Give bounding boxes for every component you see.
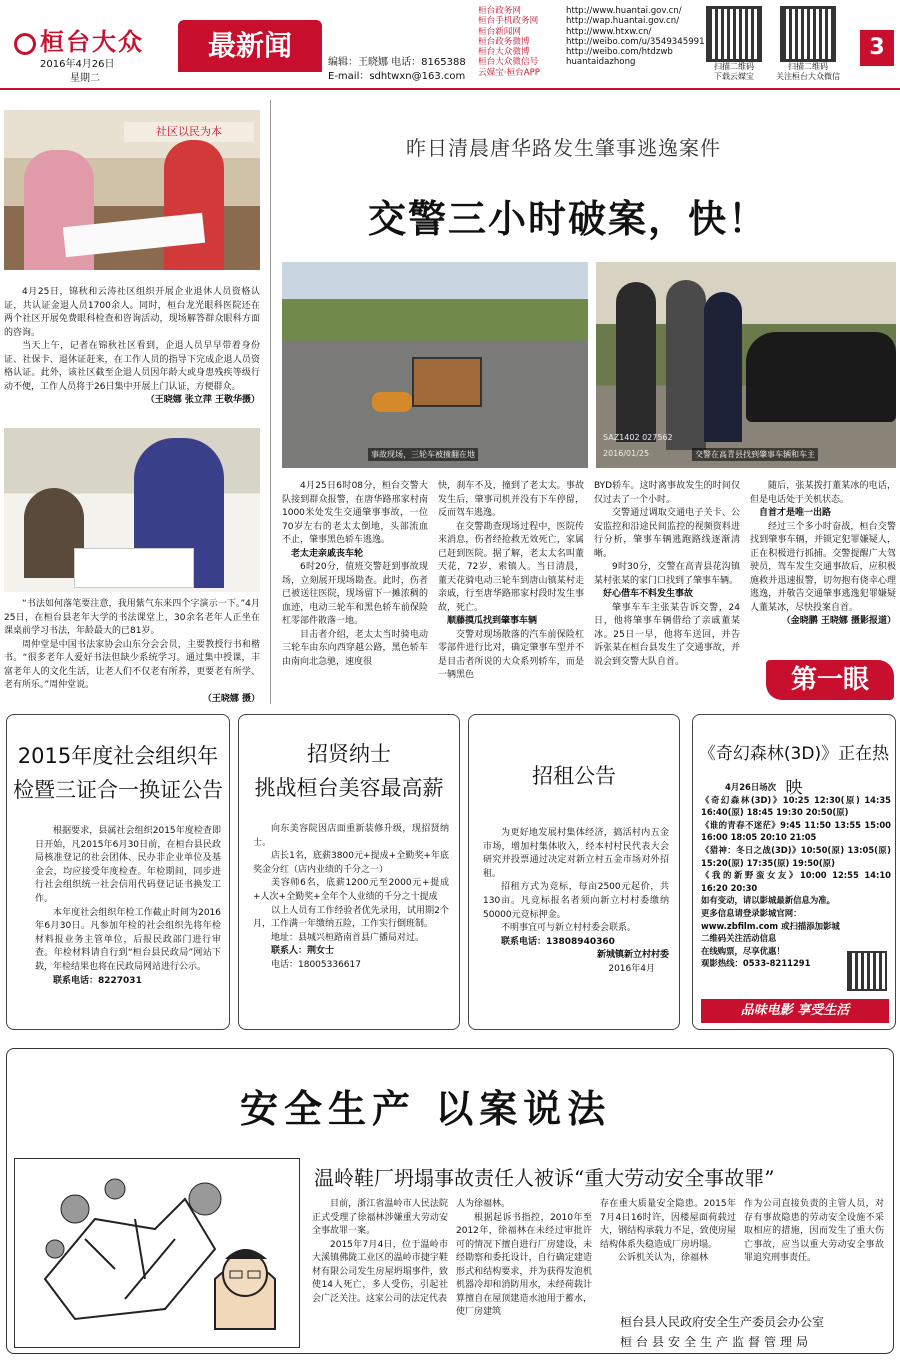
photo2-caption: 交警在高青县找到肇事车辆和车主 [692, 448, 818, 461]
media-link-url: http://www.huantai.gov.cn/ [566, 6, 682, 16]
safety-title: 安全生产 以案说法 [240, 1086, 612, 1131]
photo-accident-scene [282, 262, 588, 468]
media-link-name: 桓台大众微信号 [478, 57, 539, 68]
header-rule [0, 88, 900, 90]
main-col-4: 随后，张某拨打董某冰的电话，但是电话处于关机状态。 自首才是唯一出路 经过三个多小时奋战，桓台交警找到肇事车辆，并锁定犯罪嫌疑人，正在积极进行抓捕。交警提醒广大驾驶员，驾车发生交通事故后，应积极施救并迅速报警，切勿抱有侥幸心理逃逸，并敬告交通肇事逃逸犯罪嫌疑人董某冰，尽快投案自首。 （金晓鹏 王晓娜 摄影报道） [750, 481, 896, 626]
first-look-badge: 第一眼 [766, 660, 894, 700]
photo-calligraphy-class [4, 428, 260, 592]
media-link-row[interactable] [478, 37, 705, 47]
film-showtimes: 《谁的青春不迷茫》9:45 11:50 13:55 15:00 16:00 18:05 20:10 21:05 [701, 819, 891, 843]
photo-stamp: SAZ1402 027562 [603, 433, 673, 442]
collapse-cartoon [14, 1158, 300, 1348]
ad-beauty-recruitment: 招贤纳士 挑战桓台美容最高薪 向东美容院因店面重新装修升级，现招贤纳士。 店长1名，底薪3800元+提成+全勤奖+年底奖金分红（店内业绩的千分之一） 美容师6名，底薪1200元至2000元+提成+人次+全勤奖+全年个人业绩的千分之十提成 以上人员有工作经验者优先录用，试用期2个月，工作满一年缴纳五险，工作实行倒班制。 地址：县城兴桓路南首县广播局对过。 联系人：荆女士 电话：18005336617 [238, 714, 460, 1030]
media-link-row[interactable] [478, 16, 705, 26]
main-col-2: 快，刹车不及，撞到了老太太。事故发生后，肇事司机并没有下车停留，反而驾车逃逸。 在交警勘查现场过程中，医院传来消息，伤者经抢救无效死亡，家属已赶到医院。据了解，老太太名叫董天花，72岁，索镇人。当日清晨，董天花骑电动三轮车到唐山镇某村走亲戚，行至唐华路邢家村段时发生事故，死亡。 顺藤摸瓜找到肇事车辆 交警对现场散落的汽车前保险杠零部件进行比对，确定肇事车型并不是目击者所说的大众系列轿车，而是一辆黑色 [438, 481, 584, 680]
ad-cinema-schedule: 《奇幻森林(3D)》正在热映 4月26日场次 《奇幻森林(3D)》10:25 12:30(原) 14:35 16:40(原) 18:45 19:30 20:50(原) 《谁的青春不迷茫》9:45 11:50 13:55 15:00 16:00 18:05 20:10 21:05 《猎神：冬日之战(3D)》10:50(原) 13:05(原) 15:20(原) 17:35(原) 19:50(原) 《我的新野蛮女友》10:00 12:55 14:10 16:20 20:30 如有变动，请以影城最新信息为准。 更多信息请登录影城官网： www.zbfilm.com 或扫描添加影城 二维码关注活动信息 在线购票，尽享优惠！ 观影热线：0533-8211291 品味电影 享受生活 [692, 714, 896, 1030]
issue-date: 2016年4月26日 星期二 [40, 59, 115, 84]
photo-banner: 社区以民为本 [124, 122, 254, 142]
media-link-name: 云媒宝·桓台APP [478, 67, 540, 78]
qr-code-icon [706, 6, 762, 62]
main-kicker: 昨日清晨唐华路发生肇事逃逸案件 [406, 136, 721, 160]
newspaper-logo: 桓台大众 [14, 22, 144, 57]
media-link-url: huantaidazhong [566, 57, 636, 68]
film-list [701, 794, 891, 895]
photo1-caption: 事故现场，三轮车被撞翻在地 [368, 448, 478, 461]
main-col-3: BYD轿车。这时离事故发生的时间仅仅过去了一个小时。 交警通过调取交通电子关卡、公安监控和沿途民间监控的视频资料进行分析，肇事车辆逃跑路线逐渐清晰。 9时30分，交警在高青县花沟镇某村张某的家门口找到了肇事车辆。 好心借车不料发生事故 肇事车车主张某告诉交警，24日，他将肇事车辆借给了亲戚董某冰。25日一早，他将车送回，并告诉张某在桓台县发生了交通事故，并说会到交警大队自首。 [594, 481, 740, 667]
media-link-url: http://wap.huantai.gov.cn/ [566, 16, 680, 27]
media-link-url: http://weibo.com/u/3549345991 [566, 36, 705, 47]
safety-col-2: 人为徐福林。 根据起诉书指控，2010年至2012年，徐福林在未经过审批许可的情况下擅自进行厂房建设，未经勘察和委托设计，自行确定建造形式和结构要求，并为获得发泡机机器冷却和消防用水，未经荷载计算擅自在屋顶建造水池用于蓄水，使厂房建筑 [456, 1199, 592, 1317]
media-link-row[interactable] [478, 57, 705, 67]
article-calligraphy: “书法如何落笔要注意，我用紫气东来四个字演示一下。”4月25日，在桓台县老年大学的书法课堂上，30余名老年人正坐在课桌前学习书法，年龄最大的已81岁。 周仲堂是中国书法家协会山东分会会员，主要教授行书和楷书。“很多老年人爱好书法但缺少系统学习。通过集中授课，丰富老年人的文化生活，让老人们不仅老有所养，更要老有所学、老有所乐。”周仲堂说。 （王晓娜 摄） [4, 599, 260, 704]
photo-pension-certification [4, 110, 260, 270]
editor-info: 编辑：王晓娜 电话：8165388 E-mail：sdhtwxn@163.com [328, 57, 466, 82]
calligraphy-paper [74, 548, 194, 588]
black-sedan [746, 332, 896, 422]
media-link-name: 桓台政务网 [478, 6, 521, 16]
page-number: 3 [860, 30, 894, 66]
main-headline: 交警三小时破案，快！ [368, 196, 769, 241]
media-link-row[interactable] [478, 68, 705, 78]
media-link-row[interactable] [478, 6, 705, 16]
officer-figure [616, 282, 656, 442]
safety-subtitle: 温岭鞋厂坍塌事故责任人被诉“重大劳动安全事故罪” [314, 1166, 775, 1190]
media-link-name: 桓台新闻网 [478, 26, 521, 37]
person-figure [164, 140, 224, 270]
cinema-slogan: 品味电影 享受生活 [701, 999, 889, 1023]
safety-col-1: 目前，浙江省温岭市人民法院正式受理了徐福林涉嫌重大劳动安全事故罪一案。 2015年7月4日，位于温岭市大溪镇佛陇工业区的温岭市捷宇鞋材有限公司发生房屋坍塌事件，致使14人死亡，多人受伤，引起社会广泛关注。这家公司的法定代表 [312, 1199, 448, 1304]
notice-rental: 招租公告 为更好地发展村集体经济，搞活村内五金市场，增加村集体收入，经本村村民代表大会研究并投票通过决定对新立村五金市场对外招租。 招租方式为竞标，每亩2500元起价，共130亩。凡竞标报名者须向新立村村委缴纳50000元竞标押金。 不明事宜可与新立村村委会联系。 联系电话：13808940360 新城镇新立村村委 2016年4月 [468, 714, 680, 1030]
photo-date: 2016/01/25 [603, 449, 650, 458]
media-link-url: http://weibo.com/htdzwb [566, 47, 673, 58]
article-pension: 4月25日，锦秋和云涛社区组织开展企业退休人员资格认证，共认证金退人员1700余人。同时，桓台龙光眼科医院还在两个社区开展免费眼科检查和咨询活动，现场解答群众眼科方面的咨询。 当天上午，记者在锦秋社区看到，企退人员早早带着身份证、社保卡、退休证赶来，在工作人员的指导下完成企退人员资格认证。此外，该社区截至企退人员因年龄大或身患残疾等级行动不便，工作人员将于26日集中开展上门认证，方便群众。 （王晓娜 张立萍 王敬华摄） [4, 287, 260, 405]
column-divider [270, 100, 271, 704]
cinema-qr-code-icon[interactable] [847, 951, 887, 991]
media-link-row[interactable] [478, 47, 705, 57]
section-title: 最新闻 [178, 20, 322, 72]
media-links [478, 6, 705, 78]
qr-yunmeibao[interactable]: 扫描二维码 下载云媒宝 [706, 6, 762, 82]
main-col-1: 4月25日6时08分，桓台交警大队接到群众报警，在唐华路邢家村南1000米处发生交通肇事事故，一位70岁左右的老太太倒地，头部流血不止，肇事黑色轿车逃逸。 老太走亲戚丧车轮 6时20分，值班交警赶到事故现场，立刻展开现场勘查。此时，伤者已被送往医院，现场留下一摊浓稠的血迹，电动三轮车和黑色轿车前保险杠零部件散落一地。 目击者介绍，老太太当时骑电动三轮车由东向西穿越公路，黑色轿车由南向北急驰，速度很 [282, 481, 428, 667]
qr-code-icon [780, 6, 836, 62]
film-showtimes: 《奇幻森林(3D)》10:25 12:30(原) 14:35 16:40(原) 18:45 19:30 20:50(原) [701, 794, 891, 818]
notice-annual-inspection: 2015年度社会组织年 检暨三证合一换证公告 根据要求，县属社会组织2015年度检查即日开始，凡2015年6月30日前，在桓台县民政局核准登记的社会团体、民办非企业单位及基金会，均应接受年度检查。年检期间，同步进行社会组织统一社会信用代码登记证书换发工作。 本年度社会组织年检工作截止时间为2016年6月30日。凡参加年检的社会组织先将年检材料报业务主管单位，后报民政部门进行审查。年检材料请自行到“桓台县民政局”网站下载，年检结果也将在民政局网站进行公示。 联系电话：8227031 [6, 714, 230, 1030]
qr-wechat[interactable]: 扫描二维码 关注桓台大众微信 [776, 6, 840, 82]
officer-figure [704, 292, 742, 442]
film-showtimes: 《我的新野蛮女友》10:00 12:55 14:10 16:20 20:30 [701, 870, 891, 893]
logo-emblem-icon [14, 33, 36, 55]
media-link-name: 桓台大众微博 [478, 47, 530, 58]
media-link-row[interactable] [478, 27, 705, 37]
overturned-tricycle [412, 357, 482, 407]
media-link-name: 桓台手机政务网 [478, 16, 539, 27]
safety-col-4: 作为公司直接负责的主管人员，对存有事故隐患的劳动安全设施不采取相应的措施，因而发生了重大伤亡事故，应当以重大劳动安全事故罪追究刑事责任。 [744, 1199, 884, 1263]
safety-col-3: 存在重大质量安全隐患。2015年7月4日16时许，因楼屋面荷载过大，钢结构承载力不足，致使房屋结构体系失稳造成厂房坍塌。 公诉机关认为，徐福林 [600, 1199, 736, 1263]
suspect-figure [666, 280, 706, 450]
media-link-url: http://www.htxw.cn/ [566, 26, 652, 37]
film-showtimes: 《猎神：冬日之战(3D)》10:50(原) 13:05(原) 15:20(原) 17:35(原) 19:50(原) [701, 844, 891, 868]
media-link-name: 桓台政务微博 [478, 36, 530, 47]
photo-police-found-car [596, 262, 896, 468]
cartoon-illustration-icon [15, 1159, 299, 1347]
safety-organizations: 桓台县人民政府安全生产委员会办公室 桓台县安全生产监督管理局 [620, 1315, 825, 1349]
debris [372, 392, 412, 412]
